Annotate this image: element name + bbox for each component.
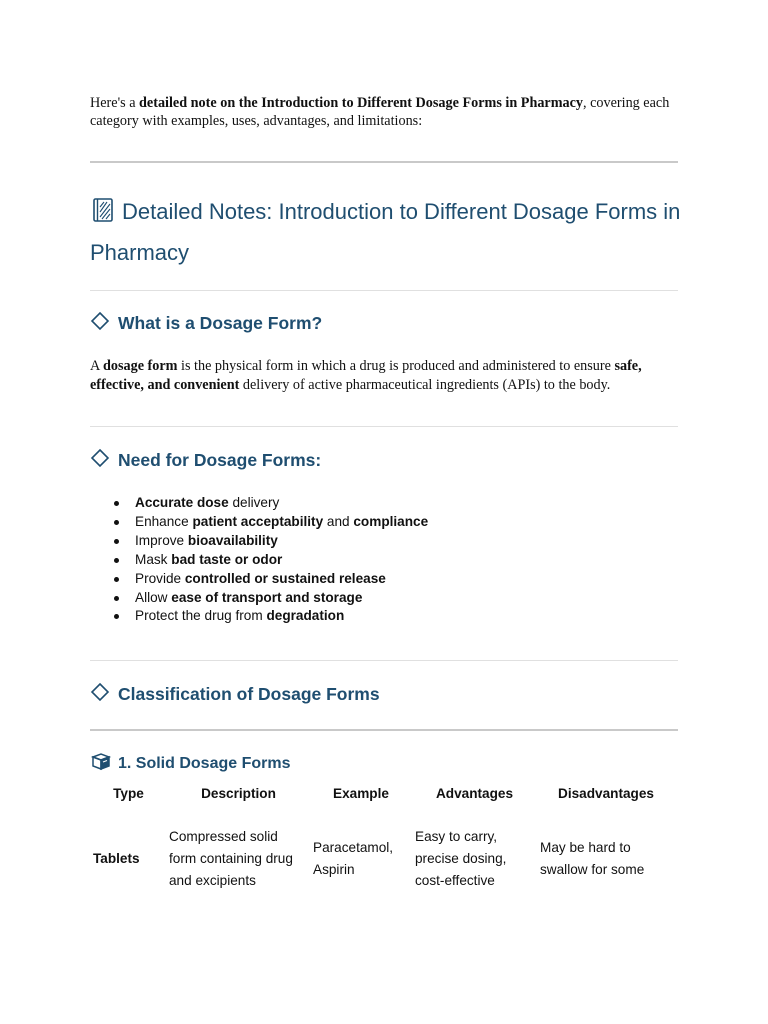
- diamond-icon: [90, 311, 110, 336]
- table-cell: Compressed solid form containing drug and excipients: [169, 829, 293, 888]
- intro-paragraph: [90, 94, 682, 130]
- definition-paragraph: [90, 357, 684, 395]
- definition-text: A: [90, 358, 104, 374]
- definition-text: delivery of active pharmaceutical ingredients (APIs) to the body.: [239, 377, 611, 393]
- list-item: Provide controlled or sustained release: [135, 570, 428, 589]
- table-cell: Easy to carry, precise dosing, cost-effective: [415, 829, 507, 888]
- diamond-icon: [90, 448, 110, 473]
- list-item: Accurate dose delivery: [135, 494, 428, 513]
- list-item: Protect the drug from degradation: [135, 607, 428, 626]
- column-header: Example: [333, 786, 389, 801]
- column-header: Type: [113, 786, 144, 801]
- subsection-heading-text: 1. Solid Dosage Forms: [118, 754, 291, 772]
- divider: [90, 660, 678, 661]
- book-icon: [90, 197, 116, 234]
- section-heading-text: What is a Dosage Form?: [118, 313, 323, 333]
- section-heading-need: [90, 448, 321, 473]
- list-item: Mask bad taste or odor: [135, 551, 428, 570]
- page-title-text: Detailed Notes: Introduction to Different Dosage Forms in Pharmacy: [90, 199, 681, 265]
- section-heading-classification: [90, 682, 380, 707]
- intro-text-2: , covering each category with examples, uses, advantages, and limitations:: [90, 95, 670, 129]
- divider: [90, 290, 678, 291]
- page-title: [90, 193, 690, 271]
- column-header: Description: [201, 786, 276, 801]
- divider: [90, 161, 678, 163]
- definition-text: is the physical form in which a drug is produced and administered to ensure: [177, 358, 615, 374]
- section-heading-text: Classification of Dosage Forms: [118, 684, 380, 704]
- column-header: Disadvantages: [558, 786, 654, 801]
- section-heading-text: Need for Dosage Forms:: [118, 450, 322, 470]
- table-row: [90, 813, 675, 892]
- need-list: [90, 494, 428, 626]
- intro-text-1: Here's a: [90, 95, 140, 111]
- table-header-row: [90, 779, 675, 813]
- solid-dosage-table: [90, 779, 675, 892]
- intro-bold: detailed note on the Introduction to Different Dosage Forms in Pharmacy: [139, 95, 584, 111]
- list-item: Improve bioavailability: [135, 532, 428, 551]
- box-icon: [90, 751, 112, 776]
- list-item: Allow ease of transport and storage: [135, 589, 428, 608]
- subsection-heading-solid: [90, 751, 290, 776]
- definition-bold: safe, effective, and convenient: [90, 358, 642, 393]
- table-cell: Tablets: [93, 851, 140, 866]
- divider: [90, 729, 678, 731]
- diamond-icon: [90, 682, 110, 707]
- column-header: Advantages: [435, 786, 514, 801]
- divider: [90, 426, 678, 427]
- definition-bold: dosage form: [103, 358, 178, 374]
- table-cell: May be hard to swallow for some: [540, 840, 645, 877]
- list-item: Enhance patient acceptability and compliance: [135, 513, 428, 532]
- section-heading-what: [90, 311, 322, 336]
- table-cell: Paracetamol, Aspirin: [313, 840, 394, 877]
